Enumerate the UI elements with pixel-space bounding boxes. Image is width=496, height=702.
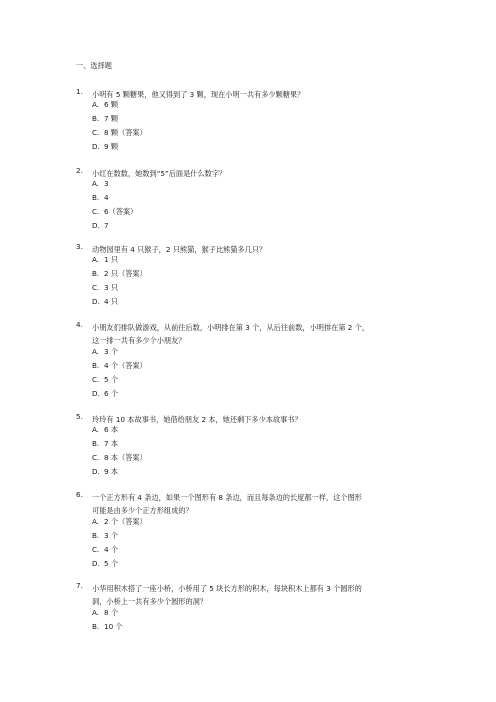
question-text [92, 321, 427, 347]
option-letter: A. [92, 608, 100, 617]
question-number: 3. [76, 242, 83, 251]
option-letter: B. [92, 438, 100, 448]
option-letter: D. [92, 220, 100, 230]
option-text: 7 [104, 220, 109, 230]
option-text: 9 本 [104, 466, 119, 476]
question-line: 洞，小桥上一共有多少个圆形的洞？ [92, 597, 208, 606]
option-text: 2 个（答案） [104, 517, 147, 526]
option [92, 609, 123, 623]
option [92, 532, 147, 546]
option [92, 454, 147, 468]
option [92, 129, 147, 143]
question-line: 玲玲有 10 本故事书，她借给朋友 2 本，她还剩下多少本故事书？ [92, 415, 302, 424]
option-letter: D. [92, 388, 100, 398]
question-text [92, 413, 427, 426]
option-text: 7 颗 [104, 113, 119, 123]
option [92, 270, 147, 284]
option [92, 298, 147, 312]
options-list [92, 426, 147, 482]
option-letter: D. [92, 558, 100, 568]
option-letter: A. [92, 347, 100, 356]
option-letter: C. [92, 127, 100, 137]
question-text [92, 167, 427, 180]
option-letter: B. [92, 530, 100, 540]
option [92, 256, 147, 270]
options-list [92, 256, 147, 312]
option-letter: A. [92, 517, 100, 526]
option [92, 390, 147, 404]
question-number: 1. [76, 87, 83, 96]
question-text [92, 88, 427, 101]
option-text: 4 只 [104, 296, 119, 306]
option-letter: D. [92, 141, 100, 151]
option [92, 115, 147, 129]
question-line: 小朋友们排队做游戏，从前往后数，小明排在第 3 个，从后往前数，小明排在第 2 个， [92, 323, 370, 332]
option-text: 3 [104, 179, 109, 188]
option-letter: B. [92, 360, 100, 370]
option-text: 8 本（答案） [104, 452, 147, 462]
question-line: 可能是由多少个正方形组成的？ [92, 506, 193, 515]
option [92, 194, 137, 208]
option-letter: B. [92, 268, 100, 278]
option-letter: C. [92, 452, 100, 462]
options-list [92, 180, 137, 236]
option-letter: B. [92, 621, 100, 631]
option [92, 348, 147, 362]
option-text: 6 个 [104, 388, 119, 398]
options-list [92, 348, 147, 404]
question-text [92, 243, 427, 256]
question-number: 7. [76, 581, 83, 590]
options-list [92, 518, 147, 574]
question-line: 这一排一共有多少个小朋友？ [92, 336, 186, 345]
option-letter: C. [92, 282, 100, 292]
option [92, 376, 147, 390]
option [92, 101, 147, 115]
option-letter: C. [92, 374, 100, 384]
option-text: 3 个 [104, 530, 119, 540]
option [92, 546, 147, 560]
option-letter: A. [92, 179, 100, 188]
option [92, 143, 147, 157]
option [92, 518, 147, 532]
option [92, 440, 147, 454]
option [92, 560, 147, 574]
options-list [92, 101, 147, 157]
option [92, 362, 147, 376]
option-letter: D. [92, 296, 100, 306]
option-letter: C. [92, 206, 100, 216]
option-text: 6（答案） [104, 206, 138, 216]
option [92, 208, 137, 222]
option [92, 426, 147, 440]
option-text: 3 只 [104, 282, 119, 292]
option-text: 2 只（答案） [104, 268, 147, 278]
question-line: 动物园里有 4 只猴子，2 只熊猫，猴子比熊猫多几只？ [92, 245, 267, 254]
option-text: 8 个 [104, 608, 119, 617]
option-text: 1 只 [104, 255, 119, 264]
option-text: 8 颗（答案） [104, 127, 147, 137]
option-text: 4 个 [104, 544, 119, 554]
question-number: 5. [76, 412, 83, 421]
option-letter: A. [92, 100, 100, 109]
option-letter: B. [92, 113, 100, 123]
option-text: 7 本 [104, 438, 119, 448]
question-text [92, 491, 427, 517]
option [92, 623, 123, 637]
option-letter: A. [92, 255, 100, 264]
question-number: 4. [76, 320, 83, 329]
option-text: 6 颗 [104, 100, 119, 109]
question-text [92, 582, 427, 608]
option-text: 4 个（答案） [104, 360, 147, 370]
option-letter: B. [92, 192, 100, 202]
option-letter: A. [92, 425, 100, 434]
option-text: 4 [104, 192, 109, 202]
option-letter: C. [92, 544, 100, 554]
option [92, 222, 137, 236]
option [92, 284, 147, 298]
option-text: 5 个 [104, 374, 119, 384]
option-text: 3 个 [104, 347, 119, 356]
option-text: 10 个 [104, 621, 123, 631]
question-line: 小明有 5 颗糖果，他又得到了 3 颗，现在小明一共有多少颗糖果？ [92, 90, 305, 99]
question-number: 6. [76, 490, 83, 499]
section-title: 一、选择题 [76, 61, 112, 70]
question-line: 小华用积木搭了一座小桥，小桥用了 5 块长方形的积木，每块积木上都有 3 个圆形的 [92, 584, 362, 593]
option [92, 468, 147, 482]
question-line: 小红在数数，她数到“5”后面是什么数字？ [92, 169, 227, 178]
option-text: 5 个 [104, 558, 119, 568]
option-letter: D. [92, 466, 100, 476]
option-text: 6 本 [104, 425, 119, 434]
option [92, 180, 137, 194]
options-list [92, 609, 123, 637]
question-number: 2. [76, 166, 83, 175]
question-line: 一个正方形有 4 条边，如果一个图形有 8 条边，而且每条边的长度都一样，这个图形 [92, 493, 362, 502]
option-text: 9 颗 [104, 141, 119, 151]
